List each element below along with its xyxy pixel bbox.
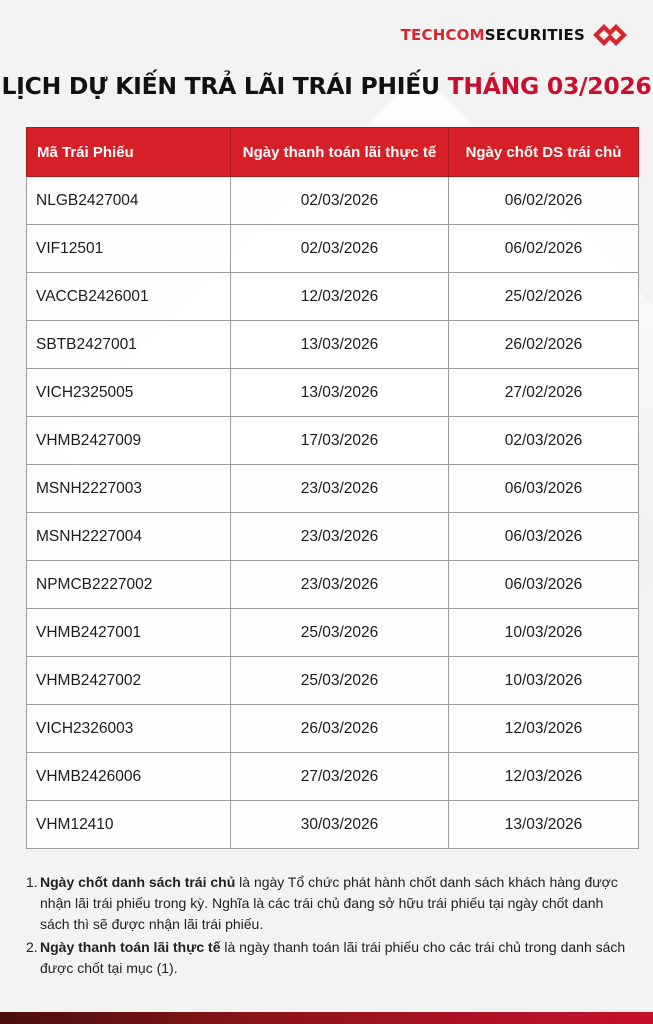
payment-date-cell: 12/03/2026: [231, 273, 449, 321]
footnote-text: [40, 937, 630, 979]
bond-code-cell: VHMB2426006: [27, 753, 231, 801]
payment-date-cell: 30/03/2026: [231, 801, 449, 849]
brand-name-part1: TECHCOM: [400, 26, 485, 44]
bond-code-cell: VIF12501: [27, 225, 231, 273]
brand-name: [401, 26, 585, 44]
record-date-cell: 06/03/2026: [449, 561, 639, 609]
payment-date-cell: 23/03/2026: [231, 465, 449, 513]
payment-date-cell: 23/03/2026: [231, 513, 449, 561]
record-date-cell: 25/02/2026: [449, 273, 639, 321]
bond-code-cell: VHMB2427002: [27, 657, 231, 705]
payment-date-cell: 13/03/2026: [231, 321, 449, 369]
bond-code-cell: VHM12410: [27, 801, 231, 849]
footnote-text: [40, 872, 630, 935]
bond-code-cell: MSNH2227004: [27, 513, 231, 561]
table-header-row: [27, 128, 639, 177]
record-date-cell: 13/03/2026: [449, 801, 639, 849]
page-title-month: THÁNG 03/2026: [447, 72, 652, 100]
table-row: [27, 513, 639, 561]
table-row: [27, 369, 639, 417]
bond-code-cell: NPMCB2227002: [27, 561, 231, 609]
bond-code-cell: VICH2326003: [27, 705, 231, 753]
payment-date-cell: 02/03/2026: [231, 177, 449, 225]
table-row: [27, 321, 639, 369]
table-body: [27, 177, 639, 849]
page-title: [0, 72, 653, 100]
table-row: [27, 225, 639, 273]
payment-date-cell: 27/03/2026: [231, 753, 449, 801]
record-date-cell: 06/02/2026: [449, 225, 639, 273]
brand-logo: [401, 24, 627, 46]
footnotes: [26, 872, 630, 981]
record-date-cell: 26/02/2026: [449, 321, 639, 369]
footnote-item: [26, 937, 630, 979]
record-date-cell: 10/03/2026: [449, 657, 639, 705]
bond-code-cell: NLGB2427004: [27, 177, 231, 225]
footnote-number: 2.: [26, 939, 38, 955]
bond-schedule-table: [26, 127, 627, 849]
record-date-cell: 12/03/2026: [449, 705, 639, 753]
header-bond-code: Mã Trái Phiếu: [27, 128, 231, 177]
bond-code-cell: VACCB2426001: [27, 273, 231, 321]
table-row: [27, 561, 639, 609]
table-row: [27, 801, 639, 849]
table-row: [27, 657, 639, 705]
payment-date-cell: 17/03/2026: [231, 417, 449, 465]
table-row: [27, 705, 639, 753]
footnote-item: [26, 872, 630, 935]
payment-date-cell: 25/03/2026: [231, 609, 449, 657]
record-date-cell: 12/03/2026: [449, 753, 639, 801]
record-date-cell: 06/02/2026: [449, 177, 639, 225]
table-row: [27, 273, 639, 321]
record-date-cell: 06/03/2026: [449, 513, 639, 561]
footnote-term: Ngày chốt danh sách trái chủ: [40, 874, 236, 890]
bottom-accent-bar: [0, 1012, 653, 1024]
record-date-cell: 06/03/2026: [449, 465, 639, 513]
table-row: [27, 753, 639, 801]
bond-code-cell: MSNH2227003: [27, 465, 231, 513]
header-record-date: Ngày chốt DS trái chủ: [449, 128, 639, 177]
header-payment-date: Ngày thanh toán lãi thực tế: [231, 128, 449, 177]
table-row: [27, 177, 639, 225]
payment-date-cell: 26/03/2026: [231, 705, 449, 753]
payment-date-cell: 02/03/2026: [231, 225, 449, 273]
table-row: [27, 465, 639, 513]
footnote-definition: là ngày thanh toán lãi trái phiếu cho các trái chủ trong danh sách được chốt tại mục (1).: [40, 939, 626, 976]
footnote-number: 1.: [26, 874, 38, 890]
record-date-cell: 27/02/2026: [449, 369, 639, 417]
record-date-cell: 10/03/2026: [449, 609, 639, 657]
diamond-logo-icon: [593, 24, 627, 46]
table-row: [27, 417, 639, 465]
bond-code-cell: VHMB2427001: [27, 609, 231, 657]
brand-name-part2: SECURITIES: [484, 26, 585, 44]
bond-code-cell: VICH2325005: [27, 369, 231, 417]
payment-date-cell: 25/03/2026: [231, 657, 449, 705]
bond-code-cell: VHMB2427009: [27, 417, 231, 465]
footnote-term: Ngày thanh toán lãi thực tế: [40, 939, 221, 955]
table-row: [27, 609, 639, 657]
payment-date-cell: 13/03/2026: [231, 369, 449, 417]
footnote-definition: là ngày Tổ chức phát hành chốt danh sách khách hàng được nhận lãi trái phiếu trong kỳ. Nghĩa là các trái chủ đang sở hữu trái phiếu tại ngày chốt danh sách thì sẽ được nhận lãi trái phiếu.: [40, 874, 618, 932]
record-date-cell: 02/03/2026: [449, 417, 639, 465]
bond-code-cell: SBTB2427001: [27, 321, 231, 369]
page-title-main: LỊCH DỰ KIẾN TRẢ LÃI TRÁI PHIẾU: [1, 72, 440, 100]
payment-date-cell: 23/03/2026: [231, 561, 449, 609]
